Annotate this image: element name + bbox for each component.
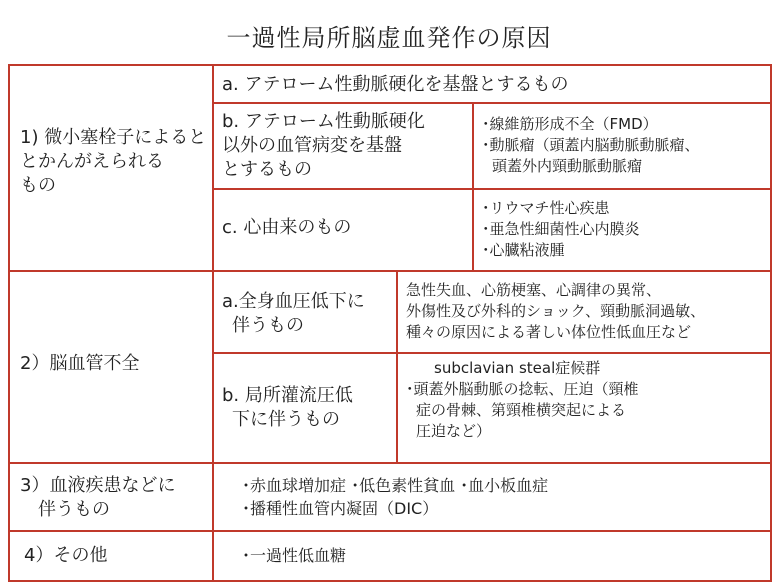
detail-item: 症の骨棘、第頸椎横突起による xyxy=(416,401,627,419)
detail-item: 外傷性及び外科的ショック、頸動脈洞過敏、 xyxy=(406,302,706,320)
category-3-label xyxy=(8,462,214,532)
subcategory-2a-details xyxy=(396,270,772,354)
category-4-label-text: 4）その他 xyxy=(24,545,108,566)
subcategory-1b-label-line: 以外の血管病変を基盤 xyxy=(222,135,402,156)
detail-item: ･亜急性細菌性心内膜炎 xyxy=(482,220,640,238)
category-1-label-line: とかんがえられる xyxy=(20,151,164,172)
category-4-details xyxy=(212,530,772,582)
category-3-label-line: 3）血液疾患などに xyxy=(20,475,176,496)
page-title: 一過性局所脳虚血発作の原因 xyxy=(226,24,552,52)
detail-item: ･頭蓋外脳動脈の捻転、圧迫（頸椎 xyxy=(406,380,639,398)
detail-item: 圧迫など） xyxy=(416,422,492,440)
detail-item: 急性失血、心筋梗塞、心調律の異常、 xyxy=(406,281,662,299)
detail-item: ･心臓粘液腫 xyxy=(482,241,565,259)
subcategory-1a-label: a. アテローム性動脈硬化を基盤とするもの xyxy=(222,74,569,95)
category-1-label-line: もの xyxy=(20,175,56,196)
subcategory-2b-label-line: 下に伴うもの xyxy=(232,409,340,430)
subcategory-1c xyxy=(212,188,474,272)
detail-item: subclavian steal症候群 xyxy=(434,359,601,377)
category-4-label xyxy=(8,530,214,582)
subcategory-2a-label-line: 伴うもの xyxy=(232,315,304,336)
category-1-label xyxy=(8,64,214,272)
subcategory-2a-label-line: a.全身血圧低下に xyxy=(222,291,365,312)
category-2-label-text: 2）脳血管不全 xyxy=(20,353,140,374)
subcategory-1c-label: c. 心由来のもの xyxy=(222,217,352,238)
subcategory-1c-details xyxy=(472,188,772,272)
category-3-label-line: 伴うもの xyxy=(38,499,110,520)
detail-item: ･赤血球増加症 ･低色素性貧血 ･血小板血症 xyxy=(242,476,549,495)
detail-item: ･リウマチ性心疾患 xyxy=(482,199,610,217)
subcategory-2b-label-line: b. 局所灌流圧低 xyxy=(222,385,353,406)
category-3-details xyxy=(212,462,772,532)
subcategory-1b-label-line: とするもの xyxy=(222,159,312,180)
detail-item: ･線維筋形成不全（FMD） xyxy=(482,115,658,133)
detail-item: ･動脈瘤（頭蓋内脳動脈動脈瘤、 xyxy=(482,136,700,154)
subcategory-1b xyxy=(212,102,474,190)
category-1-label-line: 1) 微小塞栓子によると xyxy=(20,127,207,148)
subcategory-2b-details xyxy=(396,352,772,464)
detail-item: ･一過性低血糖 xyxy=(242,546,347,565)
detail-item: 種々の原因による著しい体位性低血圧など xyxy=(406,323,692,341)
subcategory-1b-label-line: b. アテローム性動脈硬化 xyxy=(222,111,425,132)
subcategory-1a xyxy=(212,64,772,104)
subcategory-2a xyxy=(212,270,398,354)
subcategory-1b-details xyxy=(472,102,772,190)
category-2-label xyxy=(8,270,214,464)
detail-item: 頭蓋外内頸動脈動脈瘤 xyxy=(492,157,643,175)
subcategory-2b xyxy=(212,352,398,464)
detail-item: ･播種性血管内凝固（DIC） xyxy=(242,499,439,518)
